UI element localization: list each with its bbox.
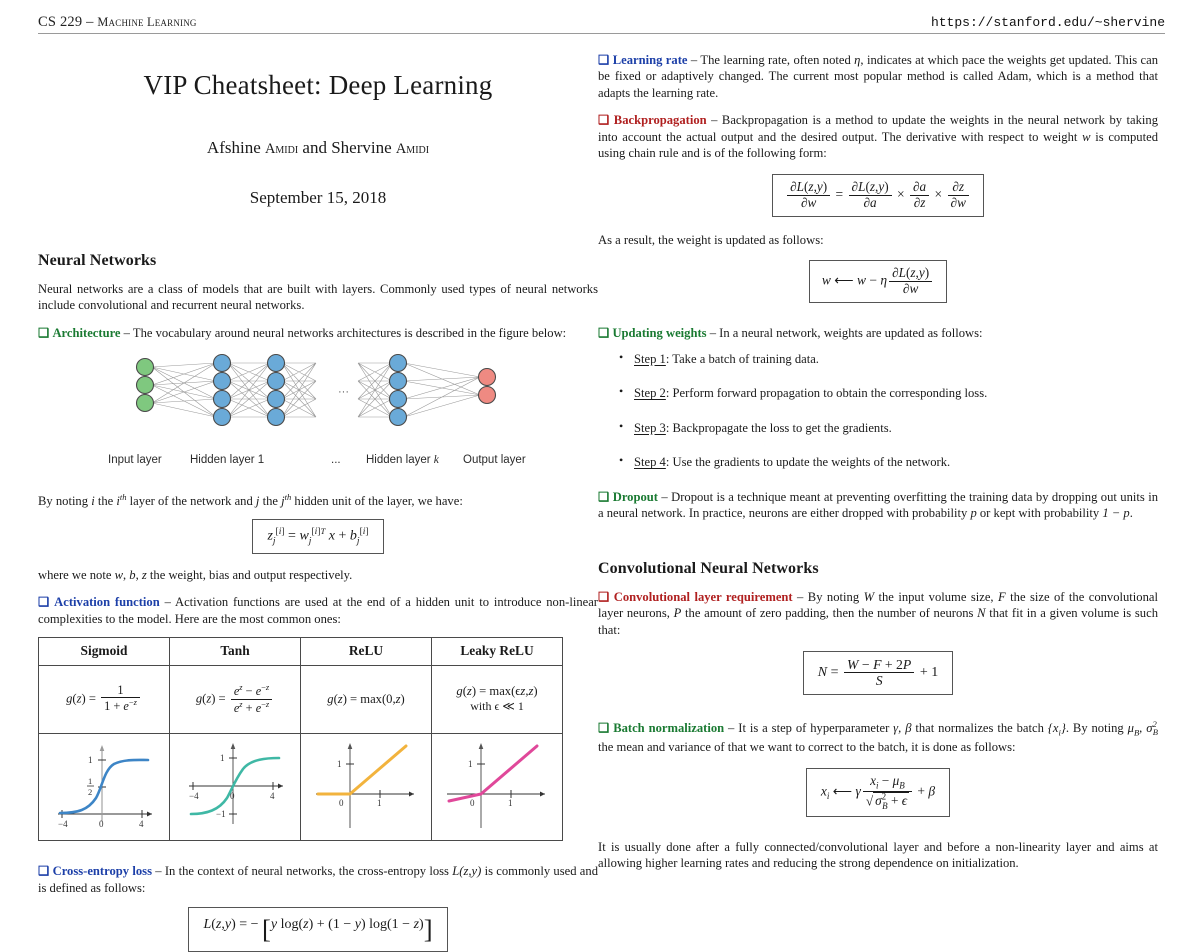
plot-tanh-cell: [170, 734, 301, 841]
conv-requirement-marker-icon: ❑: [598, 589, 610, 604]
list-item: [634, 454, 1158, 470]
formula-conv-n-box: N = $\frac{W - F + 2P}{S}$ + 1: [803, 651, 953, 695]
running-header: [38, 14, 1165, 40]
batch-norm-paragraph: ❑ Batch normalization – It is a step of hyperparameter γ, β that normalizes the batch $\{x_i\}$. By noting $\mu_B$, $\sigma^2_B$ the mean and variance of that we want to correct to the batch, it is done as follows:: [598, 718, 1158, 754]
noting-text-2: the: [94, 494, 117, 509]
svg-text:1: 1: [468, 759, 473, 770]
section-cnn: Convolutional Neural Networks: [598, 559, 819, 577]
svg-text:0: 0: [99, 819, 104, 830]
updating-weights-marker-icon: ❑: [598, 325, 610, 340]
nn-label-hidden1: Hidden layer 1: [190, 454, 265, 467]
step-1-text: : Take a batch of training data.: [665, 352, 819, 367]
cross-entropy-paragraph: ❑ Cross-entropy loss – In the context of neural networks, the cross-entropy loss L(z,y) is commonly used and is defined as follows:: [38, 864, 598, 895]
formula-relu: g(z) = max(0,z): [301, 666, 432, 734]
author-second-family: Amidi: [395, 141, 430, 157]
noting-i: i: [91, 494, 95, 509]
conv-W: W: [863, 589, 875, 604]
noting-text-3: layer of the network and: [126, 494, 256, 509]
nn-svg: [108, 351, 528, 443]
svg-text:0: 0: [339, 798, 344, 809]
noting-ith-sup: th: [119, 492, 127, 503]
formula-conv-n-wrapper: [598, 651, 1158, 695]
step-4-label: Step 4: [634, 455, 666, 470]
architecture-keyword: Architecture: [52, 325, 121, 340]
header-dash: –: [86, 14, 94, 30]
conv-P: P: [673, 606, 682, 621]
table-plot-row: [39, 734, 563, 841]
neural-networks-intro: Neural networks are a class of models that are built with layers. Commonly used types of neural networks include convolutional and recurrent neural networks.: [38, 282, 598, 313]
batch-norm-marker-icon: ❑: [598, 720, 610, 735]
conv-text-e: that fit in a given volume is such that:: [598, 606, 1158, 637]
list-item: [634, 385, 1158, 401]
sigmoid-curve: [60, 760, 148, 813]
formula-weight-update-wrapper: [598, 260, 1158, 303]
step-3-label: Step 3: [634, 420, 666, 435]
svg-text:−4: −4: [58, 819, 68, 830]
svg-text:−1: −1: [216, 809, 226, 820]
backprop-dash: –: [706, 113, 722, 128]
noting-jth: j: [281, 494, 285, 509]
dropout-keyword: Dropout: [612, 489, 658, 504]
section-neural-networks: Neural Networks: [38, 252, 157, 269]
author-first-given: Afshine: [206, 138, 265, 157]
authors-conjunction: and Shervine: [298, 138, 396, 157]
header-url[interactable]: https://stanford.edu/~shervine: [930, 15, 1165, 30]
architecture-text: The vocabulary around neural networks architectures is described in the figure below:: [132, 325, 567, 340]
dropout-marker-icon: ❑: [598, 489, 610, 504]
formula-crossentropy-wrapper: [38, 907, 598, 952]
batch-norm-keyword: Batch normalization: [613, 720, 725, 735]
backprop-text-b: is computed using chain rule and is of the following form:: [598, 129, 1158, 161]
cross-entropy-keyword: Cross-entropy loss: [52, 864, 152, 879]
architecture-marker-icon: ❑: [38, 325, 50, 340]
svg-text:−4: −4: [189, 791, 199, 802]
backprop-w: w: [1082, 129, 1091, 144]
nn-label-output: Output layer: [463, 454, 526, 467]
header-course-code: CS 229: [38, 14, 83, 30]
plot-leaky-relu-cell: [432, 734, 563, 841]
formula-batchnorm-box: $x_i$ ⟵ γ $\frac{x_i - \mu_B}{√ \sigma^2_B + \epsilon}$ + β: [806, 768, 950, 817]
authors-line: [38, 138, 598, 158]
nn-label-input: Input layer: [108, 454, 162, 467]
svg-text:1: 1: [377, 798, 382, 809]
dropout-one-minus-p: 1 − p: [1102, 506, 1130, 521]
activation-functions-table: [38, 637, 563, 841]
svg-text:1: 1: [88, 776, 93, 787]
th-sigmoid: Sigmoid: [39, 638, 170, 666]
dropout-text-c: .: [1129, 506, 1133, 521]
steps-list: [598, 351, 1158, 470]
author-first-family: Amidi: [265, 141, 299, 157]
right-column: [598, 52, 1158, 872]
conv-text-c: the size of the convolutional layer neurons,: [598, 589, 1158, 621]
svg-text:4: 4: [139, 819, 144, 830]
nn-label-hiddenk: Hidden layer k: [366, 454, 439, 467]
conv-requirement-dash: –: [792, 589, 808, 604]
noting-paragraph: [38, 492, 598, 510]
svg-text:0: 0: [470, 798, 475, 809]
noting-j: j: [255, 494, 260, 509]
header-course-title: [38, 14, 197, 31]
nn-label-ellipsis: ...: [331, 454, 341, 467]
learning-rate-marker-icon: ❑: [598, 53, 610, 67]
formula-z-box: $z_j[i] = w_j^{[i]T}$ $x + b_j[i]$: [252, 519, 383, 553]
formula-z-wrapper: [38, 519, 598, 553]
backprop-paragraph: [598, 112, 1158, 161]
list-item: [634, 420, 1158, 436]
architecture-dash: –: [120, 325, 133, 340]
neural-network-diagram: [38, 351, 598, 470]
formula-leaky-relu: g(z) = max(ϵz,z) with ϵ ≪ 1: [432, 666, 563, 734]
conv-F: F: [998, 589, 1006, 604]
cross-entropy-text-a: In the context of neural networks, the cross-entropy loss: [164, 864, 453, 879]
learning-rate-text-b: , indicates at which pace the weights get updated. This can be fixed or adaptively changed. The current most popular method is called Adam, which is a method that adapts the learning rate.: [598, 53, 1158, 100]
where-we-note: where we note w, b, z the weight, bias and output respectively.: [38, 567, 353, 582]
dropout-dash: –: [657, 489, 672, 504]
leaky-relu-curve: [449, 746, 537, 801]
step-2-text: : Perform forward propagation to obtain the corresponding loss.: [665, 386, 988, 401]
dropout-text-a: Dropout is a technique meant at preventing overfitting the training data by dropping out units in a neural network. In practice, neurons are either dropped with probability: [598, 489, 1159, 521]
step-4-text: : Use the gradients to update the weights of the network.: [665, 455, 951, 470]
formula-batchnorm-wrapper: [598, 768, 1158, 817]
th-relu: ReLU: [301, 638, 432, 666]
closing-paragraph: It is usually done after a fully connected/convolutional layer and before a non-linearity layer and aims at allowing higher learning rates and reducing the strong dependence on initialization.: [598, 839, 1158, 871]
conv-text-b: the input volume size,: [874, 589, 999, 604]
dropout-p: p: [970, 506, 977, 521]
formula-tanh: g(z) = $\frac{e^z - e^{-z}}{e^z + e^{-z}}$: [170, 666, 301, 734]
noting-text-1: By noting: [38, 494, 92, 509]
formula-crossentropy-box: L(z,y) = − [y log(z) + (1 − y) log(1 − z)]: [188, 907, 447, 952]
learning-rate-keyword: Learning rate: [612, 53, 688, 67]
batch-norm-text-a: It is a step of hyperparameter: [738, 720, 894, 735]
formula-sigmoid: g(z) = $\frac{1}{1 + e^{-z}}$: [39, 666, 170, 734]
plot-leaky-relu: [437, 736, 557, 832]
learning-rate-paragraph: [598, 52, 1158, 101]
svg-text:1: 1: [337, 759, 342, 770]
architecture-paragraph: [38, 325, 598, 341]
batch-norm-text-d: the mean and variance of that we want to correct to the batch, it is done as follows:: [598, 739, 1016, 754]
updating-weights-keyword: Updating weights: [612, 325, 707, 340]
learning-rate-text-a: The learning rate, often noted: [700, 53, 855, 67]
conv-requirement-keyword: Convolutional layer requirement: [613, 589, 793, 604]
activation-marker-icon: ❑: [38, 595, 50, 610]
dropout-paragraph: [598, 489, 1158, 522]
batch-norm-text-b: that normalizes the batch: [911, 720, 1048, 735]
updating-weights-text: In a neural network, weights are updated as follows:: [719, 325, 983, 340]
activation-text: Activation functions are used at the end of a hidden unit to introduce non-linear complexities to the model. Here are the most common ones:: [38, 595, 598, 626]
th-tanh: Tanh: [170, 638, 301, 666]
plot-relu-cell: [301, 734, 432, 841]
svg-text:0: 0: [230, 791, 235, 802]
formula-chainrule-box: $\frac{\partial L(z,y)}{\partial w}$ = $\frac{\partial L(z,y)}{\partial a}$ × $\frac{\partial a}{\partial z}$ × $\frac{\partial z}{\partial w}$: [772, 174, 984, 217]
noting-text-5: hidden unit of the layer, we have:: [291, 494, 463, 509]
nn-middle-ellipsis: ···: [338, 386, 349, 399]
svg-text:1: 1: [220, 753, 225, 764]
formula-weight-update-box: w ⟵ w − η $\frac{\partial L(z,y)}{\partial w}$: [809, 260, 947, 303]
plot-sigmoid-cell: [39, 734, 170, 841]
as-a-result-text: As a result, the weight is updated as follows:: [598, 232, 824, 247]
page-title: VIP Cheatsheet: Deep Learning: [143, 70, 493, 100]
batch-norm-dash: –: [724, 720, 739, 735]
noting-ith: i: [116, 494, 120, 509]
th-leaky-relu: Leaky ReLU: [432, 638, 563, 666]
plot-relu: [306, 736, 426, 832]
nn-layer-labels: [108, 454, 528, 470]
cross-entropy-marker-icon: ❑: [38, 864, 50, 879]
table-formula-row: [39, 666, 563, 734]
learning-rate-eta: η: [854, 53, 861, 67]
plot-sigmoid: [44, 736, 164, 832]
noting-jth-sup: th: [284, 492, 292, 503]
dropout-text-b: or kept with probability: [976, 506, 1103, 521]
cross-entropy-text-b: is commonly used and is defined as follows:: [38, 864, 598, 895]
header-rule: [38, 33, 1165, 34]
plot-tanh: [175, 736, 295, 832]
nn-edges: [152, 363, 480, 417]
updating-weights-paragraph: [598, 325, 1158, 341]
noting-text-4: the: [259, 494, 282, 509]
backprop-text-a: Backpropagation is a method to update the weights in the neural network by taking into account the actual output and the desired output. The derivative with respect to weight: [598, 113, 1159, 144]
conv-N: N: [977, 606, 986, 621]
svg-text:2: 2: [88, 787, 93, 798]
activation-keyword: Activation function: [54, 595, 160, 610]
svg-text:1: 1: [508, 798, 513, 809]
batch-norm-gamma-beta: γ, β: [893, 720, 912, 735]
backprop-marker-icon: ❑: [598, 113, 610, 128]
conv-requirement-paragraph: [598, 589, 1158, 638]
formula-chainrule-wrapper: [598, 174, 1158, 217]
table-header-row: [39, 638, 563, 666]
step-1-label: Step 1: [634, 352, 666, 367]
updating-weights-dash: –: [706, 325, 720, 340]
conv-text-a: By noting: [807, 589, 864, 604]
step-3-text: : Backpropagate the loss to get the gradients.: [665, 420, 892, 435]
svg-text:4: 4: [270, 791, 275, 802]
activation-dash: –: [159, 595, 175, 610]
left-column: [38, 52, 598, 952]
conv-text-d: the amount of zero padding, then the number of neurons: [681, 606, 978, 621]
publication-date: September 15, 2018: [249, 188, 387, 207]
cross-entropy-dash: –: [151, 864, 165, 879]
step-2-label: Step 2: [634, 386, 666, 401]
list-item: [634, 351, 1158, 367]
learning-rate-dash: –: [687, 53, 701, 67]
batch-norm-text-c: . By noting: [1065, 720, 1128, 735]
header-course-name: Machine Learning: [97, 15, 197, 29]
activation-paragraph: [38, 594, 598, 627]
svg-text:1: 1: [88, 755, 93, 766]
backprop-keyword: Backpropagation: [613, 113, 707, 128]
relu-curve: [318, 746, 406, 794]
